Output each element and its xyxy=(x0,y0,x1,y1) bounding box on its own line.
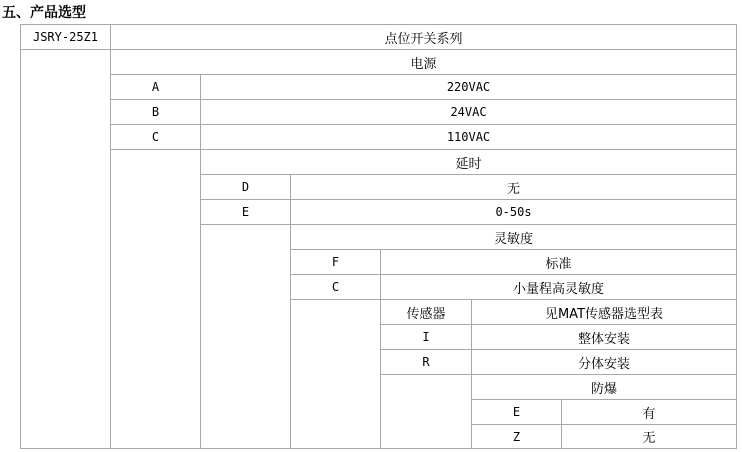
delay-title: 延时 xyxy=(200,149,737,175)
delay-option-e: 0-50s xyxy=(290,199,737,225)
sensitivity-option-c: 小量程高灵敏度 xyxy=(380,274,737,300)
sensor-code-r: R xyxy=(380,349,472,375)
sensitivity-title: 灵敏度 xyxy=(290,224,737,250)
section-heading: 五、产品选型 xyxy=(2,5,86,21)
explosion-code-z: Z xyxy=(471,424,562,449)
power-column-spacer xyxy=(110,149,201,449)
sensor-note: 见MAT传感器选型表 xyxy=(471,299,737,325)
model-code: JSRY-25Z1 xyxy=(20,24,111,50)
power-option-c: 110VAC xyxy=(200,124,737,150)
power-title: 电源 xyxy=(110,49,737,75)
explosion-option-z: 无 xyxy=(561,424,737,449)
power-code-b: B xyxy=(110,99,201,125)
sensor-title: 传感器 xyxy=(380,299,472,325)
sensor-code-i: I xyxy=(380,324,472,350)
explosion-code-e: E xyxy=(471,399,562,425)
model-column-spacer xyxy=(20,49,111,449)
sensitivity-option-f: 标准 xyxy=(380,249,737,275)
sensor-option-i: 整体安装 xyxy=(471,324,737,350)
delay-option-d: 无 xyxy=(290,174,737,200)
explosion-title: 防爆 xyxy=(471,374,737,400)
series-title: 点位开关系列 xyxy=(110,24,737,50)
power-option-a: 220VAC xyxy=(200,74,737,100)
power-code-c: C xyxy=(110,124,201,150)
delay-code-e: E xyxy=(200,199,291,225)
delay-column-spacer xyxy=(200,224,291,449)
sensitivity-code-c: C xyxy=(290,274,381,300)
sensitivity-code-f: F xyxy=(290,249,381,275)
delay-code-d: D xyxy=(200,174,291,200)
explosion-option-e: 有 xyxy=(561,399,737,425)
power-option-b: 24VAC xyxy=(200,99,737,125)
sensor-column-spacer xyxy=(380,374,472,449)
sensitivity-column-spacer xyxy=(290,299,381,449)
power-code-a: A xyxy=(110,74,201,100)
sensor-option-r: 分体安装 xyxy=(471,349,737,375)
